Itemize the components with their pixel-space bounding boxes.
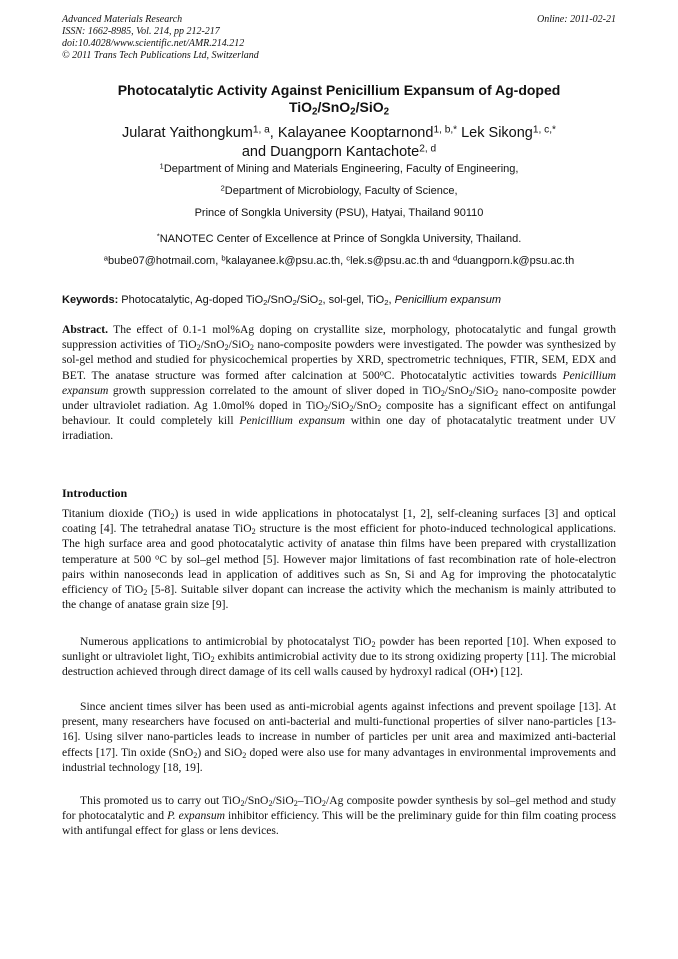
author-affil-mark: 2, d [419, 143, 437, 155]
title-text: TiO [288, 99, 313, 115]
title-text: /SiO [355, 99, 384, 115]
abstract-text: /SiO [472, 383, 495, 397]
keywords [62, 293, 616, 307]
abstract-text: within one day of photacatalytic treatment under UV irradiation. [62, 414, 616, 443]
email-mark: a [103, 253, 109, 263]
abstract-text: growth suppression correlated to the amount of sliver doped in TiO [108, 383, 441, 397]
subscript: 2 [293, 799, 298, 809]
subscript: 2 [251, 527, 256, 537]
subscript: 2 [468, 388, 473, 398]
email-mark: b [221, 253, 226, 263]
keywords-italic: Penicillium expansum [394, 294, 502, 306]
journal-header [62, 14, 616, 62]
keywords-text: /SiO [296, 294, 319, 306]
body-text: exhibits antimicrobial activity due to its strong oxidizing property [11]. The microbial destruction achieved through direct damage of its cell walls caused by hydroxyl radical (OH•) [12]. [62, 650, 616, 679]
abstract-text: C. Photocatalytic activities towards [383, 368, 563, 382]
journal-issn: ISSN: 1662-8985, Vol. 214, pp 212-217 [62, 26, 220, 37]
keywords-subscript: 2 [292, 297, 297, 307]
body-text: C by sol–gel method [5]. However major limitations of fast recombination rate of hole-electron pairs within nanoseconds lead in application of additives such as Sn, Si and Ag for improving the photocatalytic efficiency of TiO [62, 552, 616, 597]
email-mark: c [346, 253, 351, 263]
abstract-text: /SnO [200, 338, 225, 352]
subscript: 2 [324, 404, 329, 414]
subscript: 2 [193, 750, 198, 760]
subscript: 2 [210, 655, 215, 665]
keywords-subscript: 2 [318, 297, 323, 307]
affil-text: Department of Microbiology, Faculty of Science, [224, 185, 458, 197]
keywords-text: , [388, 294, 395, 306]
subscript: 2 [196, 343, 201, 353]
abstract [62, 322, 616, 444]
abstract-text: composite has a significant effect on antifungal behaviour. It could completely kill [62, 399, 616, 428]
subscript: 2 [249, 343, 254, 353]
affiliation-3: Prince of Songkla University (PSU), Hatyai, Thailand 90110 [194, 207, 484, 219]
affiliation-1 [62, 163, 616, 176]
author-list [62, 124, 616, 162]
title-line-1: Photocatalytic Activity Against Penicillium Expansum of Ag-doped [117, 82, 561, 98]
body-text: –TiO [297, 794, 322, 807]
keywords-subscript: 2 [384, 297, 389, 307]
author-affil-mark: 1, b,* [433, 124, 458, 136]
subscript: 2 [240, 799, 245, 809]
keywords-text: , sol-gel, TiO [322, 294, 385, 306]
abstract-text: nano-composite powders were investigated. The powder was synthesized by sol-gel method and studied for physicochemical properties by XRD, spectrometric techniques, FTIR, SEM, EDX and BET. The anatase structure was formed after calcination at 500 [62, 338, 616, 382]
body-text: doped were also use for many advantages in environmental improvements and industrial technology [18, 19]. [62, 745, 616, 774]
body-text: Since ancient times silver has been used as anti-microbial agents against infections and prevent spoilage [13]. At present, many researchers have focused on anti-bacterial and multi-functional properties of silver nano-particles [13-16]. Using silver nano-particles leads to increase in number of particles per unit area and maximized anti-bacterial effects [17]. Tin oxide (SnO [62, 700, 616, 759]
paper-title [62, 82, 616, 116]
title-text: /SnO [317, 99, 351, 115]
email-address[interactable]: kalayanee.k@psu.ac.th, [225, 255, 347, 267]
abstract-text: /SnO [444, 383, 469, 397]
title-subscript: 2 [350, 106, 356, 118]
keywords-label: Keywords: [62, 294, 119, 306]
title-subscript: 2 [312, 106, 318, 118]
body-text: [5-8]. Suitable silver dopant can increase the activity which the mechanism is mainly attributed to the change of anatase grain size [9]. [62, 583, 616, 612]
subscript: 2 [242, 750, 247, 760]
online-date: Online: 2011-02-21 [537, 14, 616, 25]
subscript: 2 [224, 343, 229, 353]
author-name: Lek Sikong [457, 125, 533, 141]
author-line-2 [62, 143, 616, 162]
abstract-text: /SiO [328, 399, 350, 413]
email-list [62, 255, 616, 268]
intro-paragraph-1 [62, 506, 616, 612]
body-text: powder has been reported [10]. When exposed to sunlight or ultraviolet light, TiO [62, 635, 617, 664]
author-name: , Kalayanee Kooptarnond [269, 125, 434, 141]
body-text: /SnO [244, 794, 269, 807]
intro-paragraph-4 [62, 793, 616, 839]
subscript: 2 [377, 404, 382, 414]
title-line-2 [62, 99, 616, 116]
body-text: /Ag composite powder synthesis by sol–gel method and study for photocatalytic and [62, 794, 616, 823]
subscript: 2 [494, 388, 499, 398]
abstract-italic: Penicillium expansum [62, 368, 617, 397]
body-text: Numerous applications to antimicrobial by photocatalyst TiO [80, 635, 372, 648]
body-text: Titanium dioxide (TiO [62, 507, 171, 520]
section-heading-introduction: Introduction [62, 486, 128, 500]
body-text: This promoted us to carry out TiO [80, 794, 241, 807]
title-subscript: 2 [383, 106, 390, 118]
journal-name: Advanced Materials Research [62, 14, 183, 25]
superscript: o [155, 551, 160, 561]
subscript: 2 [268, 799, 273, 809]
affil-mark: 1 [159, 161, 164, 171]
email-address[interactable]: lek.s@psu.ac.th and [350, 255, 453, 267]
subscript: 2 [349, 404, 354, 414]
keywords-text: Photocatalytic, Ag-doped TiO [118, 294, 264, 306]
affiliation-2 [62, 185, 616, 198]
affil-text: Department of Mining and Materials Engineering, Faculty of Engineering, [163, 163, 519, 175]
subscript: 2 [143, 588, 148, 598]
body-text: /SiO [272, 794, 294, 807]
affiliation-4 [62, 233, 616, 246]
body-text: inhibitor efficiency. This will be the preliminary guide for thin film coating process with antifungal effect for glass or lens devices. [62, 809, 617, 838]
email-address[interactable]: bube07@hotmail.com, [108, 255, 222, 267]
body-text: ) and SiO [197, 745, 243, 759]
subscript: 2 [440, 388, 445, 398]
author-name: Jularat Yaithongkum [122, 125, 253, 141]
body-text: ) is used in wide applications in photocatalyst [1, 2], self-cleaning surfaces [3] and optical coating [4]. The tetrahedral anatase TiO [62, 507, 617, 536]
body-italic: P. expansum [167, 809, 225, 823]
abstract-label: Abstract. [62, 323, 109, 336]
journal-doi: doi:10.4028/www.scientific.net/AMR.214.212 [62, 38, 245, 49]
abstract-text: /SnO [353, 399, 378, 413]
keywords-subscript: 2 [263, 297, 268, 307]
subscript: 2 [371, 640, 376, 650]
subscript: 2 [321, 799, 326, 809]
abstract-text: /SiO [228, 338, 250, 352]
author-affil-mark: 1, a [252, 124, 270, 136]
abstract-italic: Penicillium expansum [239, 414, 345, 428]
body-text: structure is the most efficient for photo-induced technological applications. The high surface area and good photocatalytic activity of anatase thin films have been prepared with crystallization temperature at 500 [62, 522, 616, 566]
abstract-text: nano-composite powder under ultraviolet radiation. Ag 1.0mol% doped in TiO [62, 383, 616, 413]
email-mark: d [452, 253, 458, 263]
keywords-text: /SnO [267, 294, 293, 306]
author-name: and Duangporn Kantachote [241, 144, 420, 160]
subscript: 2 [170, 512, 175, 522]
intro-paragraph-3 [62, 699, 616, 775]
superscript: o [379, 367, 384, 377]
author-line-1 [62, 124, 616, 143]
author-affil-mark: 1, c,* [532, 124, 556, 136]
affil-text: NANOTEC Center of Excellence at Prince of Songkla University, Thailand. [159, 233, 522, 245]
email-address[interactable]: duangporn.k@psu.ac.th [457, 255, 575, 267]
abstract-text: The effect of 0.1-1 mol%Ag doping on crystallite size, morphology, photocatalytic and fungal growth suppression activities of TiO [62, 323, 616, 352]
affil-mark: * [156, 231, 160, 241]
affil-mark: 2 [220, 183, 225, 193]
journal-copyright: © 2011 Trans Tech Publications Ltd, Switzerland [62, 50, 259, 61]
intro-paragraph-2 [62, 634, 616, 680]
